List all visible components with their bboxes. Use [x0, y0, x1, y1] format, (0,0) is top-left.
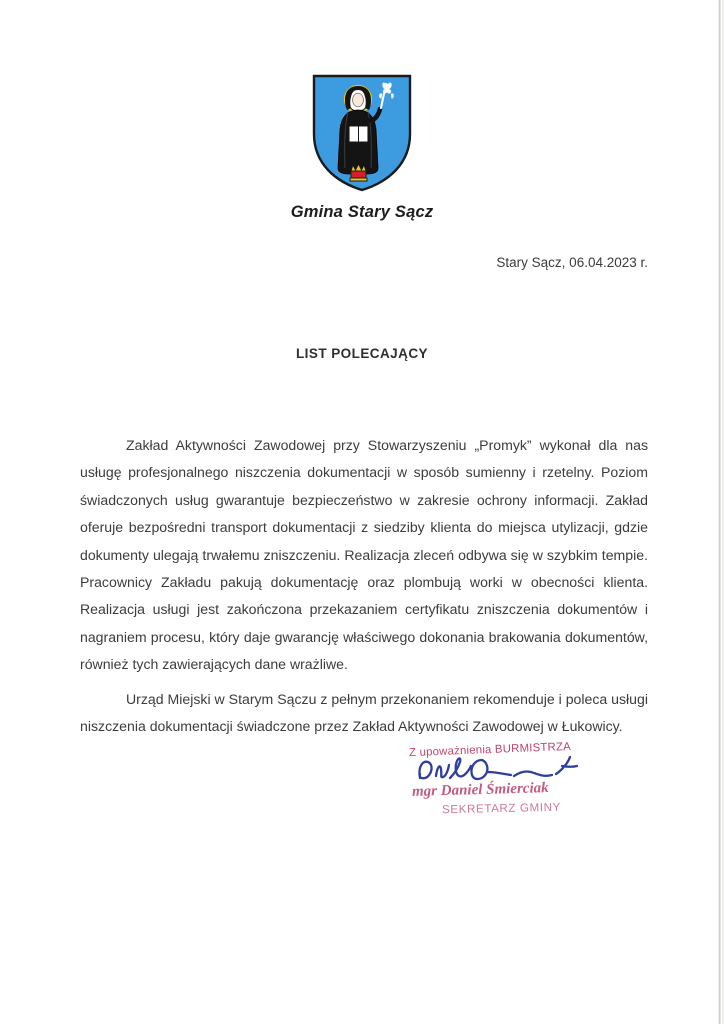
signature-block [404, 742, 604, 824]
date-line: Stary Sącz, 06.04.2023 r. [496, 255, 648, 270]
organization-name: Gmina Stary Sącz [290, 203, 434, 221]
stamp-name: mgr Daniel Śmierciak [411, 780, 549, 800]
stary-sacz-coat-of-arms-icon [308, 72, 416, 192]
document-title: LIST POLECAJĄCY [295, 346, 428, 361]
stamp-authorization-line: Z upoważnienia BURMISTRZA [408, 740, 572, 760]
letterhead [0, 72, 724, 222]
letter-body [80, 432, 648, 740]
body-paragraph: Urząd Miejski w Starym Sączu z pełnym przekonaniem rekomenduje i poleca usługi niszczenia dokumentacji świadczone przez Zakład Aktywności Zawodowej w Łukowicy. [80, 690, 648, 735]
stamp-role: SEKRETARZ GMINY [441, 800, 562, 817]
body-paragraph: Zakład Aktywności Zawodowej przy Stowarzyszeniu „Promyk” wykonał dla nas usługę profesjonalnego niszczenia dokumentacji w sposób sumienny i rzetelny. Poziom świadczonych usług gwarantuje bezpieczeństwo w zakresie ochrony informacji. Zakład oferuje bezpośredni transport dokumentacji z siedziby klienta do miejsca utylizacji, gdzie dokumenty ulegają trwałemu zniszczeniu. Realizacja zleceń odbywa się w szybkim tempie. Pracownicy Zakładu pakują dokumentację oraz plombują worki w obecności klienta. Realizacja usługi jest zakończona przekazaniem certyfikatu zniszczenia dokumentów i nagraniem procesu, który daje gwarancję właściwego dokonania brakowania dokumentów, również tych zawierających dane wrażliwe. [80, 437, 648, 673]
